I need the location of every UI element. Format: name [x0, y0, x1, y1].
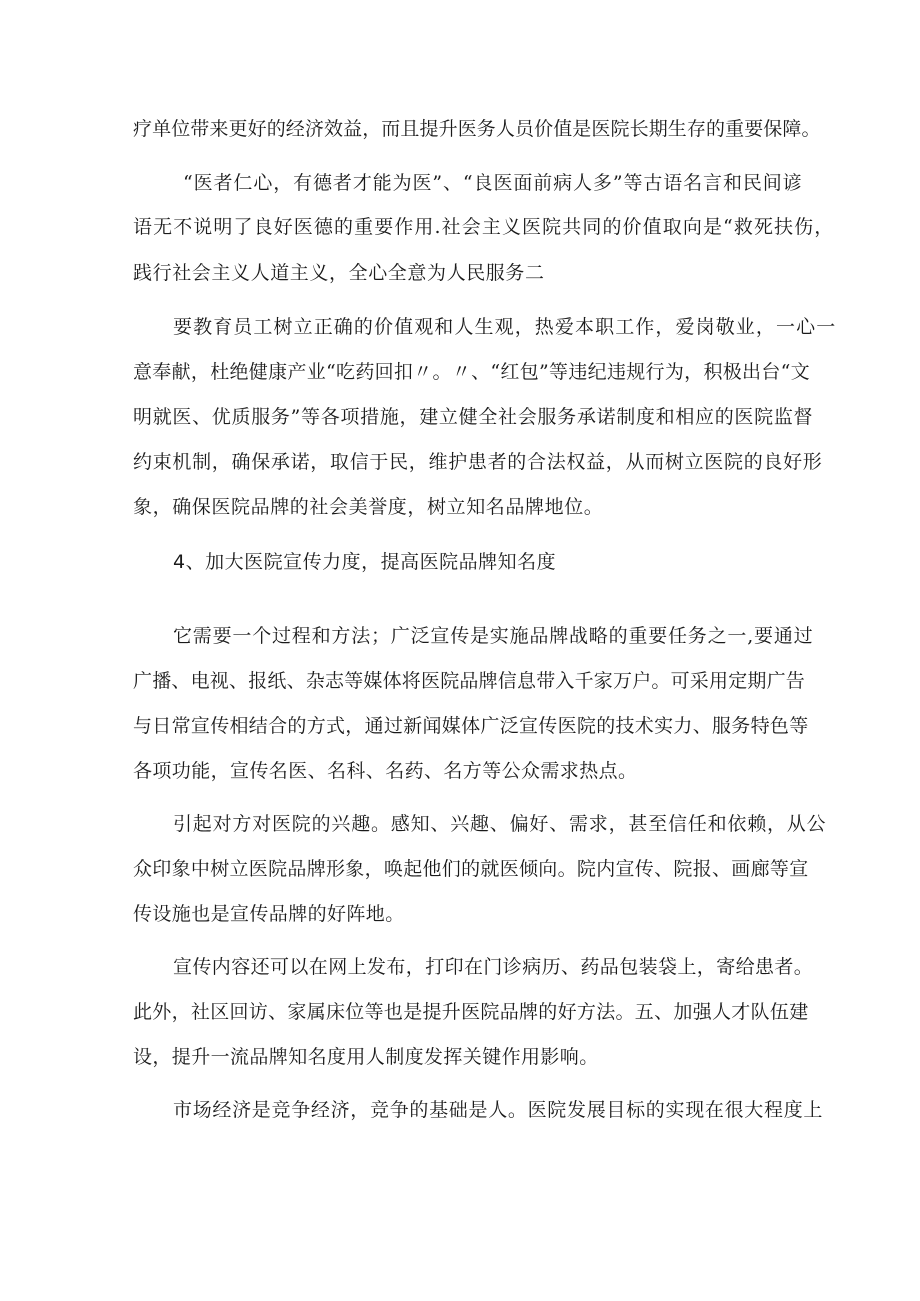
paragraph-3-line-5	[0, 491, 920, 523]
section-heading-text: 4、加大医院宣传力度，提高医院品牌知名度	[173, 551, 557, 573]
text-line: 明就医、优质服务”等各项措施，建立健全社会服务承诺制度和相应的医院监督	[133, 406, 814, 428]
text-line: 设，提升一流品牌知名度用人制度发挥关键作用影响。	[133, 1046, 599, 1068]
text-line: “医者仁心，有德者才能为医”、“良医面前病人多”等古语名言和民间谚	[183, 172, 803, 194]
paragraph-2-line-1	[0, 167, 920, 199]
paragraph-5-line-3	[0, 898, 920, 930]
paragraph-7-line-1	[0, 1094, 920, 1126]
text-line: 传设施也是宣传品牌的好阵地。	[133, 903, 405, 925]
paragraph-5-line-1	[0, 808, 920, 840]
paragraph-3-line-1	[0, 311, 920, 343]
paragraph-3-line-4	[0, 446, 920, 478]
text-line: 它需要一个过程和方法；广泛宣传是实施品牌战略的重要任务之一,要通过	[173, 625, 814, 647]
text-line: 广播、电视、报纸、杂志等媒体将医院品牌信息带入千家万户。可采用定期广告	[133, 670, 806, 692]
section-heading	[0, 546, 920, 578]
text-line: 约束机制，确保承诺，取信于民，维护患者的合法权益，从而树立医院的良好形	[133, 451, 823, 473]
paragraph-4-line-2	[0, 665, 920, 697]
text-line: 意奉献，杜绝健康产业“吃药回扣〃。〃、“红包”等违纪违规行为，积极出台“文	[133, 361, 810, 383]
paragraph-2-line-2	[0, 211, 920, 243]
paragraph-4-line-3	[0, 710, 920, 742]
text-line: 此外，社区回访、家属床位等也是提升医院品牌的好方法。五、加强人才队伍建	[133, 1001, 809, 1023]
paragraph-6-line-2	[0, 996, 920, 1028]
text-line: 市场经济是竞争经济，竞争的基础是人。医院发展目标的实现在很大程度上	[173, 1099, 824, 1121]
text-line: 与日常宣传相结合的方式，通过新闻媒体广泛宣传医院的技术实力、服务特色等	[133, 715, 809, 737]
paragraph-4-line-4	[0, 755, 920, 787]
paragraph-3-line-2	[0, 356, 920, 388]
paragraph-2-line-3	[0, 257, 920, 289]
paragraph-3-line-3	[0, 401, 920, 433]
text-line: 引起对方对医院的兴趣。感知、兴趣、偏好、需求，甚至信任和依赖，从公	[173, 813, 827, 835]
text-line: 象，确保医院品牌的社会美誉度，树立知名品牌地位。	[133, 496, 604, 518]
text-line: 众印象中树立医院品牌形象，唤起他们的就医倾向。院内宣传、院报、画廊等宣	[133, 858, 809, 880]
text-line: 要教育员工树立正确的价值观和人生观，热爱本职工作，爱岗敬业，一心一	[173, 316, 837, 338]
text-line: 各项功能，宣传名医、名科、名药、名方等公众需求热点。	[133, 760, 638, 782]
paragraph-5-line-2	[0, 853, 920, 885]
paragraph-1-line-1	[0, 113, 920, 145]
paragraph-6-line-3	[0, 1041, 920, 1073]
text-line: 疗单位带来更好的经济效益，而且提升医务人员价值是医院长期生存的重要保障。	[133, 118, 821, 140]
text-line: 宣传内容还可以在网上发布，打印在门诊病历、药品包装袋上，寄给患者。	[173, 956, 814, 978]
paragraph-4-line-1	[0, 620, 920, 652]
text-line: 践行社会主义人道主义，全心全意为人民服务二	[133, 262, 545, 284]
text-line: 语无不说明了良好医德的重要作用.社会主义医院共同的价值取向是“救死扶伤，	[133, 216, 835, 238]
paragraph-6-line-1	[0, 951, 920, 983]
